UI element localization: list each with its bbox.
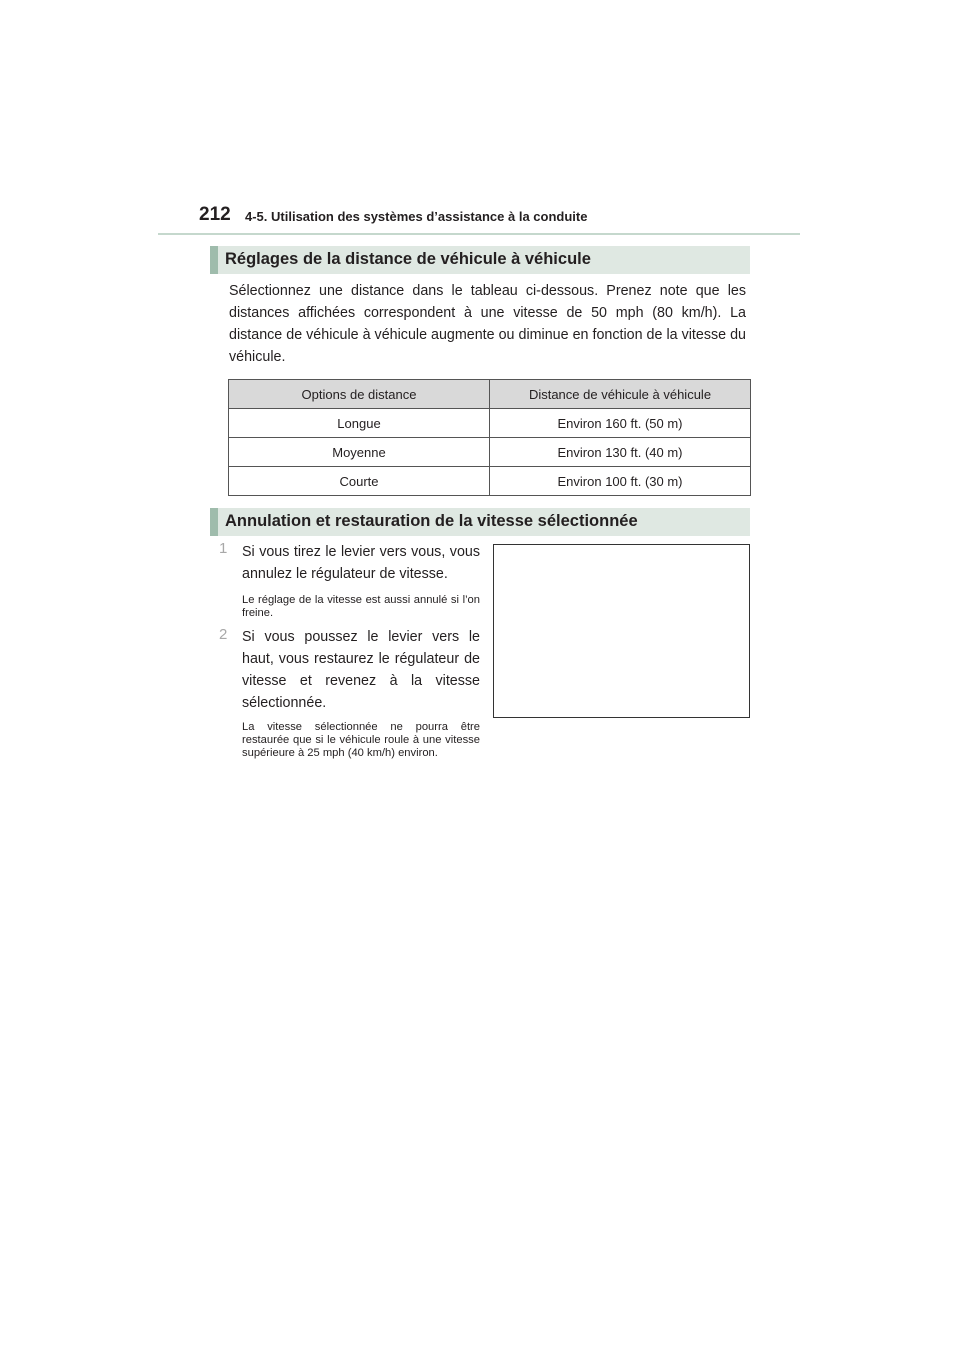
illustration-box [493, 544, 750, 718]
table-cell: Environ 130 ft. (40 m) [490, 438, 751, 467]
table-header-row [229, 380, 751, 409]
table-cell: Moyenne [229, 438, 490, 467]
step-number-2: 2 [219, 626, 228, 643]
header-rule [158, 233, 800, 235]
section-heading-text: Annulation et restauration de la vitesse sélectionnée [225, 512, 638, 530]
distance-table [228, 379, 751, 496]
table-row [229, 467, 751, 496]
page-number: 212 [199, 204, 231, 225]
table-cell: Longue [229, 409, 490, 438]
step-text-1: Si vous tirez le levier vers vous, vous annulez le régulateur de vitesse. [242, 544, 480, 582]
running-header: 4-5. Utilisation des systèmes d’assistance à la conduite [245, 209, 588, 224]
table-cell: Environ 100 ft. (30 m) [490, 467, 751, 496]
intro-paragraph: Sélectionnez une distance dans le tableau ci-dessous. Prenez note que les distances affichées correspondent à une vitesse de 50 mph (80 km/h). La distance de véhicule à véhicule augmente ou diminue en fonction de la vitesse du véhicule. [229, 283, 746, 365]
section-heading-distance [210, 246, 750, 274]
table-header-cell: Distance de véhicule à véhicule [490, 380, 751, 409]
section-heading-text: Réglages de la distance de véhicule à véhicule [225, 250, 591, 268]
table-header-cell: Options de distance [229, 380, 490, 409]
step-number-1: 1 [219, 540, 228, 557]
table-cell: Courte [229, 467, 490, 496]
step-note-1: Le réglage de la vitesse est aussi annulé si l’on freine. [242, 594, 480, 619]
step-note-2: La vitesse sélectionnée ne pourra être restaurée que si le véhicule roule à une vitesse supérieure à 25 mph (40 km/h) environ. [242, 721, 480, 759]
table-row [229, 438, 751, 467]
step-text-2: Si vous poussez le levier vers le haut, vous restaurez le régulateur de vitesse et revenez à la vitesse sélectionnée. [242, 629, 480, 711]
table-cell: Environ 160 ft. (50 m) [490, 409, 751, 438]
section-heading-cancel-resume [210, 508, 750, 536]
table-row [229, 409, 751, 438]
